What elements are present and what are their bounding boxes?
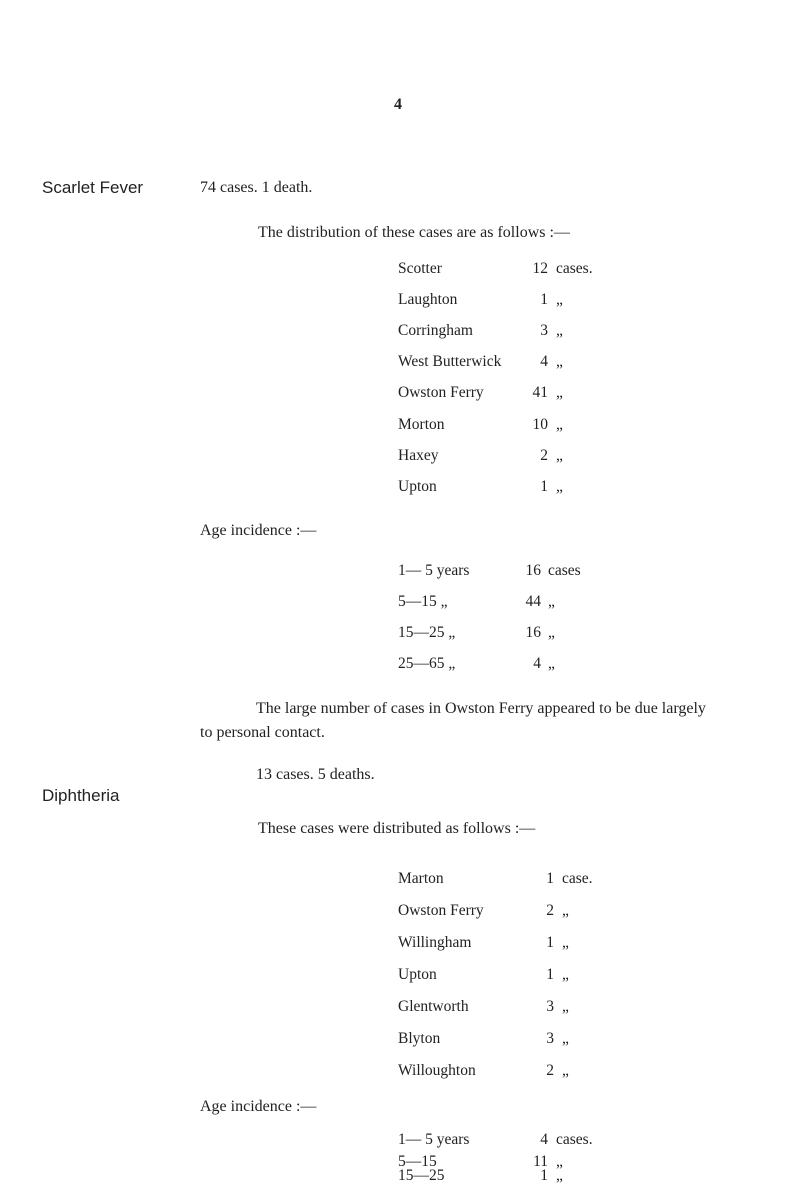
place-name: Marton	[398, 870, 444, 887]
case-unit: „	[562, 1062, 569, 1079]
case-count: 1	[540, 291, 548, 308]
case-count: 16	[525, 624, 541, 641]
place-name: Haxey	[398, 447, 439, 464]
scarlet-fever-heading: Scarlet Fever	[42, 178, 144, 197]
scarlet-fever-note: The large number of cases in Owston Ferry appeared to be due largely	[256, 700, 706, 717]
place-name: Owston Ferry	[398, 384, 484, 401]
case-unit: „	[556, 353, 563, 370]
case-unit: „	[562, 902, 569, 919]
scarlet-fever-note-continued: to personal contact.	[200, 724, 325, 741]
case-count: 4	[540, 353, 548, 370]
page-number: 4	[394, 96, 402, 113]
diphtheria-age-label: Age incidence :—	[200, 1098, 317, 1115]
case-count: 2	[546, 1062, 554, 1079]
place-name: West Butterwick	[398, 353, 502, 370]
place-name: Blyton	[398, 1030, 441, 1047]
case-count: 44	[525, 593, 541, 610]
diphtheria-summary: 13 cases. 5 deaths.	[256, 766, 375, 783]
case-count: 2	[546, 902, 554, 919]
age-range: 15—25 „	[398, 624, 456, 641]
case-unit: „	[556, 478, 563, 495]
case-count: 4	[533, 655, 541, 672]
scarlet-fever-summary: 74 cases. 1 death.	[200, 179, 313, 196]
case-unit: „	[562, 934, 569, 951]
case-unit: „	[556, 1153, 563, 1170]
place-name: Upton	[398, 478, 437, 495]
case-unit: „	[556, 384, 563, 401]
case-count: 3	[546, 998, 554, 1015]
case-count: 11	[533, 1153, 548, 1170]
diphtheria-distribution-intro: These cases were distributed as follows :—	[258, 820, 536, 837]
case-count: 12	[532, 260, 548, 277]
place-name: Scotter	[398, 260, 442, 277]
age-range: 15—25	[398, 1167, 445, 1184]
case-unit: „	[556, 1167, 563, 1184]
place-name: Morton	[398, 416, 445, 433]
case-unit: cases	[548, 562, 581, 579]
age-range: 5—15 „	[398, 593, 448, 610]
case-count: 3	[540, 322, 548, 339]
place-name: Glentworth	[398, 998, 469, 1015]
case-unit: „	[562, 966, 569, 983]
case-count: 1	[540, 1167, 548, 1184]
place-name: Willoughton	[398, 1062, 476, 1079]
case-count: 1	[546, 934, 554, 951]
age-range: 5—15	[398, 1153, 437, 1170]
case-unit: „	[556, 416, 563, 433]
case-count: 1	[546, 966, 554, 983]
case-unit: „	[562, 1030, 569, 1047]
diphtheria-heading: Diphtheria	[42, 786, 120, 805]
case-count: 4	[540, 1131, 548, 1148]
case-count: 16	[525, 562, 541, 579]
place-name: Corringham	[398, 322, 473, 339]
place-name: Owston Ferry	[398, 902, 484, 919]
case-count: 3	[546, 1030, 554, 1047]
case-unit: „	[556, 291, 563, 308]
case-count: 1	[540, 478, 548, 495]
case-unit: cases.	[556, 1131, 593, 1148]
case-unit: „	[548, 593, 555, 610]
age-range: 1— 5 years	[398, 1131, 470, 1148]
age-range: 25—65 „	[398, 655, 456, 672]
case-count: 41	[532, 384, 548, 401]
case-unit: „	[556, 322, 563, 339]
age-range: 1— 5 years	[398, 562, 470, 579]
scarlet-fever-age-label: Age incidence :—	[200, 522, 317, 539]
place-name: Upton	[398, 966, 437, 983]
case-unit: case.	[562, 870, 593, 887]
scarlet-fever-distribution-intro: The distribution of these cases are as follows :—	[258, 224, 570, 241]
case-unit: „	[548, 655, 555, 672]
case-count: 10	[532, 416, 548, 433]
place-name: Laughton	[398, 291, 458, 308]
place-name: Willingham	[398, 934, 472, 951]
case-unit: „	[562, 998, 569, 1015]
case-count: 1	[546, 870, 554, 887]
case-unit: cases.	[556, 260, 593, 277]
case-unit: „	[548, 624, 555, 641]
case-count: 2	[540, 447, 548, 464]
case-unit: „	[556, 447, 563, 464]
